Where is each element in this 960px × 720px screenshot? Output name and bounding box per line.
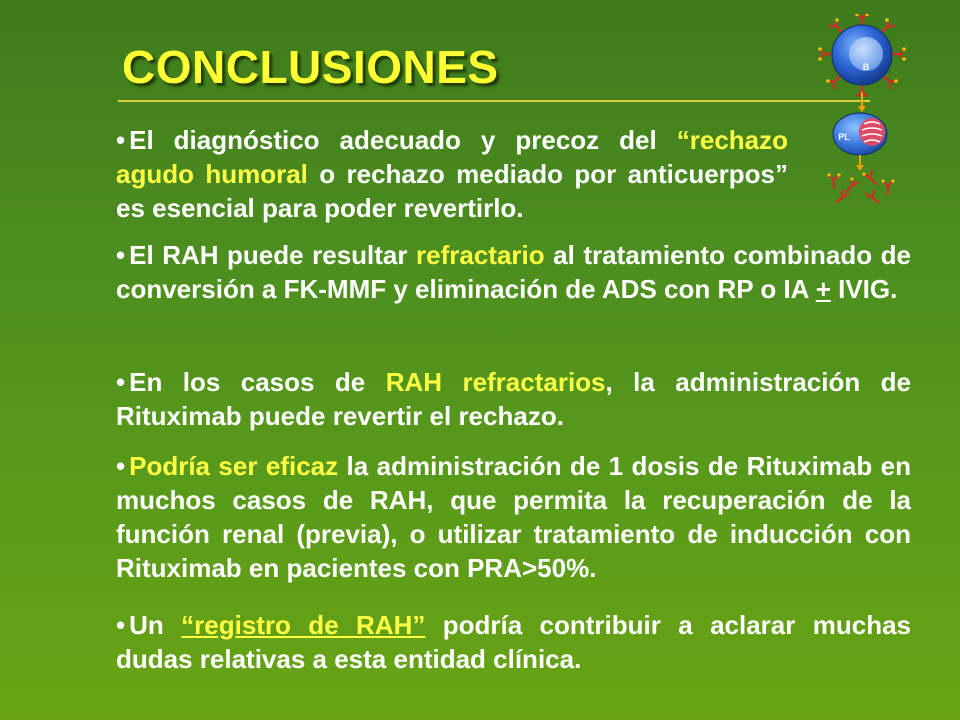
bullet-podria-ser-eficaz: • Podría ser eficaz la administración de 1 dosis de Rituximab en muchos casos de RAH, que permita la recuperación de la función renal (previa), o utilizar tratamiento de inducción con Rituximab en pacientes con PRA>50%. [116, 451, 912, 583]
arrow-down-icon [856, 155, 864, 171]
bullet-refractario: • El RAH puede resultar refractario al tratamiento combinado de conversión a FK-MMF y eliminación de ADS con RP o IA + IVIG. [116, 240, 912, 304]
svg-text:B: B [862, 62, 870, 72]
bullet-diagnostico: • El diagnóstico adecuado y precoz del “rechazo agudo humoral o rechazo mediado por anticuerpos” es esencial para poder revertirlo. [116, 125, 789, 223]
highlight-text: refractario [416, 240, 545, 270]
bullet-dot: • [116, 367, 126, 397]
bullet-dot: • [116, 125, 126, 155]
bullet-dot: • [116, 240, 126, 270]
bullet-rituximab-revertir: • En los casos de RAH refractarios, la administración de Rituximab puede revertir el rechazo. [116, 367, 911, 431]
highlight-text: “registro de RAH” [181, 610, 426, 640]
b-cell-icon [818, 14, 906, 96]
plus-minus-sign: + [815, 274, 831, 304]
highlight-text: RAH refractarios [385, 367, 606, 397]
svg-text:PL: PL [838, 132, 850, 142]
b-cell-plasma-cell-diagram [812, 14, 912, 204]
highlight-text: Podría ser eficaz [129, 451, 339, 481]
bullet-dot: • [116, 610, 126, 640]
slide-title: CONCLUSIONES [122, 41, 499, 93]
highlight-text: “rechazo agudo humoral [116, 125, 788, 189]
plasma-cell-icon [833, 113, 887, 155]
bullet-registro-rah: • Un “registro de RAH” podría contribuir a aclarar muchas dudas relativas a esta entidad clínica. [116, 610, 911, 674]
bullet-dot: • [116, 451, 126, 481]
title-underline [118, 100, 870, 102]
